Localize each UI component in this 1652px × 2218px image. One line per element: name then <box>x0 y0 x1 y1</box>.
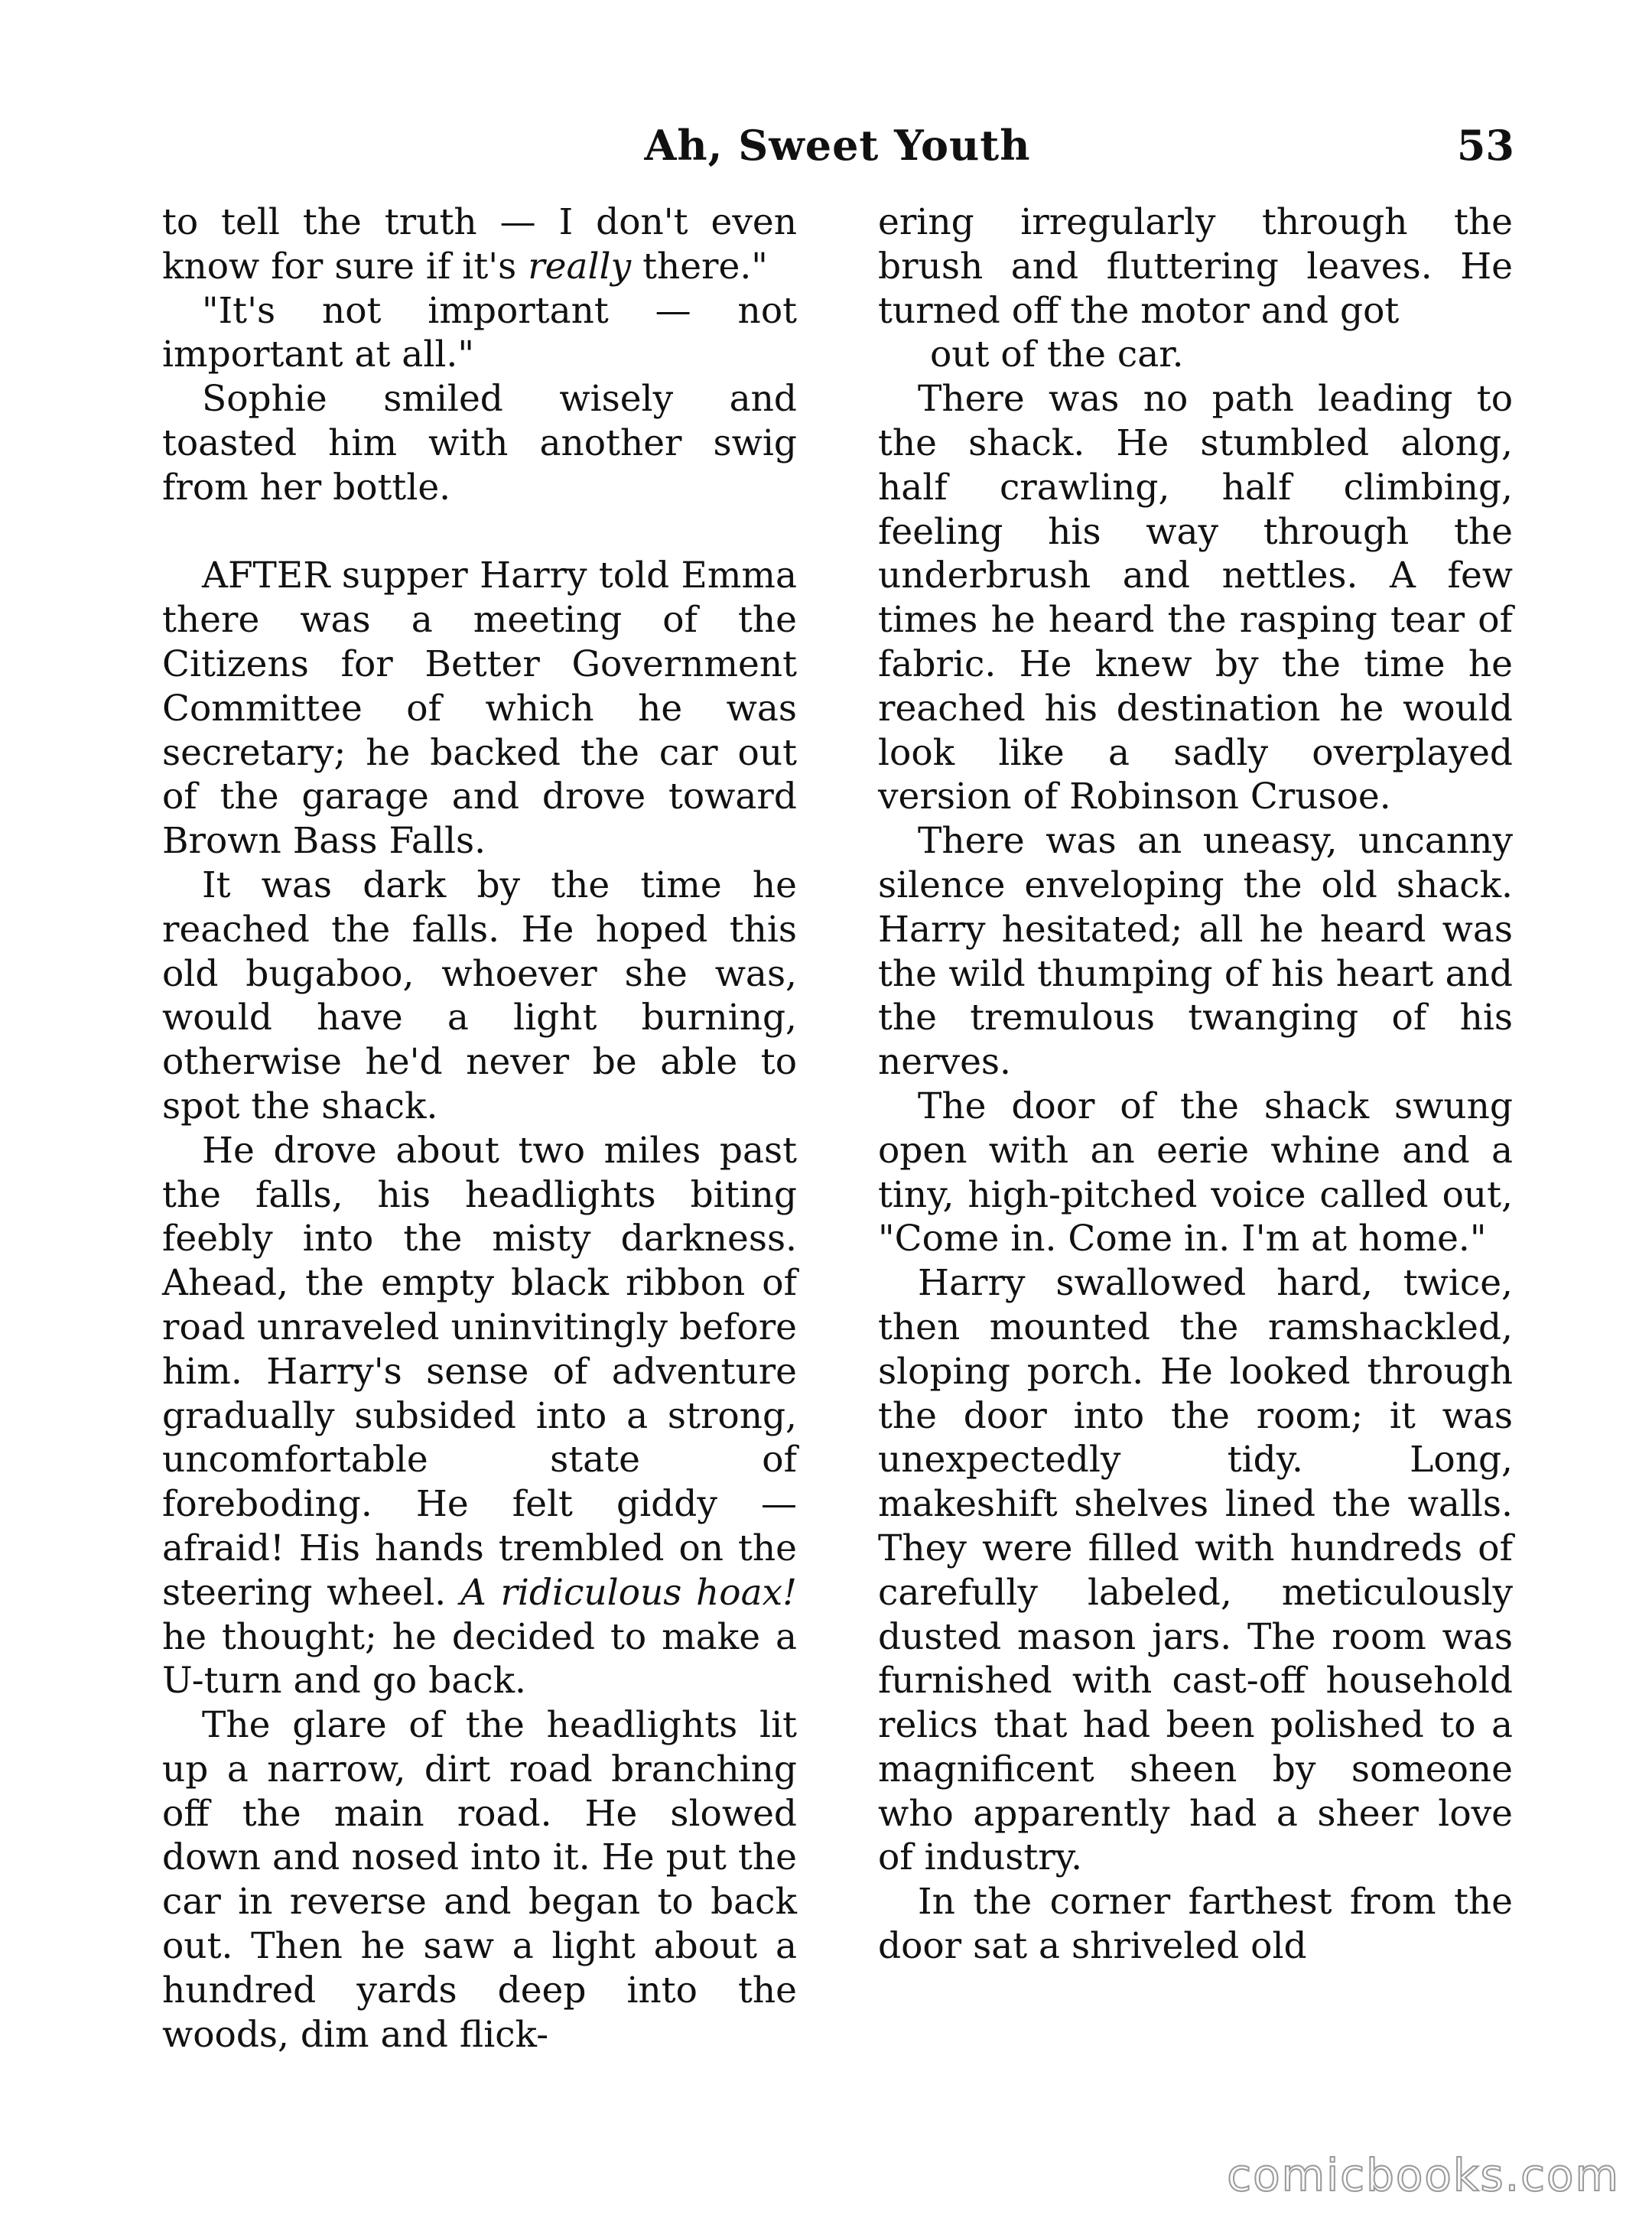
paragraph: In the corner farthest from the door sat a shriveled old <box>878 1881 1513 1968</box>
page-number: 53 <box>1456 121 1514 170</box>
left-column <box>162 200 797 2057</box>
running-title: Ah, Sweet Youth <box>644 121 1031 170</box>
paragraph: There was an uneasy, uncanny silence enveloping the old shack. Harry hesitated; all he heard was the wild thumping of his heart and the tremulous twanging of his nerves. <box>878 820 1513 1084</box>
paragraph: He drove about two miles past the falls, his headlights biting feebly into the misty darkness. Ahead, the empty black ribbon of road unraveled uninvitingly before him. Harry's sense of adventure gradually subsided into a strong, uncomfortable state of foreboding. He felt giddy — afraid! His hands trembled on the steering wheel. A ridiculous hoax! he thought; he decided to make a U-turn and go back. <box>162 1129 797 1703</box>
paragraph: There was no path leading to the shack. He stumbled along, half crawling, half climbing, feeling his way through the underbrush and nettles. A few times he heard the rasping tear of fabric. He knew by the time he reached his destination he would look like a sadly overplayed version of Robinson Crusoe. <box>878 378 1513 818</box>
paragraph: The glare of the headlights lit up a narrow, dirt road branching off the main road. He slowed down and nosed into it. He put the car in reverse and began to back out. Then he saw a light about a hundred yards deep into the woods, dim and flick- <box>162 1704 797 2056</box>
paragraph: ering irregularly through the brush and fluttering leaves. He turned off the motor and got <box>878 201 1513 332</box>
paragraph: It was dark by the time he reached the falls. He hoped this old bugaboo, whoever she was, would have a light burning, otherwise he'd never be able to spot the shack. <box>162 863 797 1127</box>
paragraph: out of the car. <box>930 333 1184 376</box>
paragraph: Harry swallowed hard, twice, then mounted the ramshackled, sloping porch. He looked through the door into the room; it was unexpectedly tidy. Long, makeshift shelves lined the walls. They were filled with hundreds of carefully labeled, meticulously dusted mason jars. The room was furnished with cast-off household relics that had been polished to a magnificent sheen by someone who apparently had a sheer love of industry. <box>878 1262 1513 1879</box>
paragraph: Sophie smiled wisely and toasted him with another swig from her bottle. <box>162 378 797 509</box>
paragraph: to tell the truth — I don't even know for sure if it's really there." <box>162 201 797 288</box>
paragraph: "It's not important — not important at all." <box>162 289 797 376</box>
right-column <box>878 200 1513 1969</box>
watermark: comicbooks.com <box>1227 2149 1620 2201</box>
paragraph: The door of the shack swung open with an eerie whine and a tiny, high-pitched voice called out, "Come in. Come in. I'm at home." <box>878 1085 1513 1260</box>
page-header <box>161 115 1514 176</box>
section-start-paragraph: AFTER supper Harry told Emma there was a meeting of the Citizens for Better Government Committee of which he was secretary; he backed the car out of the garage and drove toward Brown Bass Falls. <box>162 554 797 863</box>
